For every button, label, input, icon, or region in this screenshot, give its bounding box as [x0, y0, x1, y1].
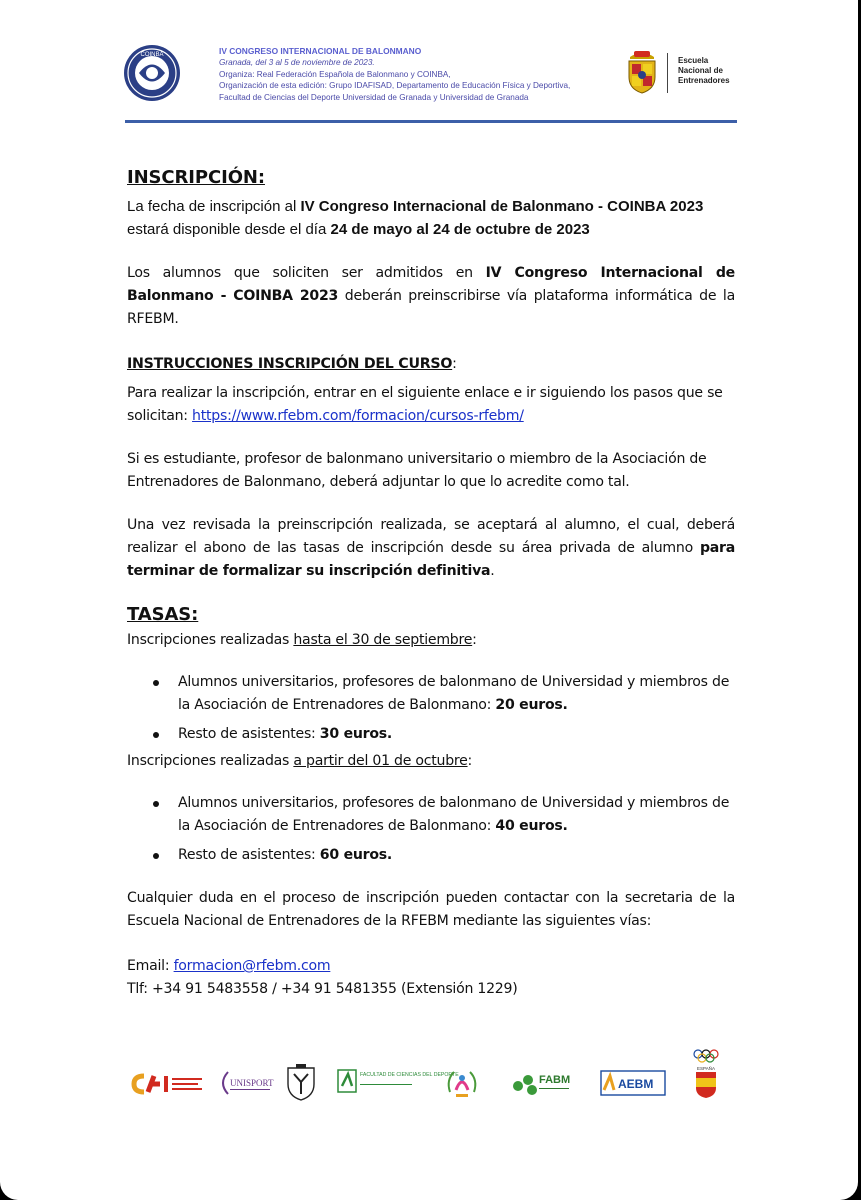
- andalucia-logo-icon: [442, 1066, 482, 1102]
- contacto-phone: Tlf: +34 91 5483558 / +34 91 5481355 (Extensión 1229): [127, 981, 518, 997]
- organization-line-2: Facultad de Ciencias del Deporte Universidad de Granada y Universidad de Granada: [219, 92, 529, 102]
- organization-line-1: Organización de esta edición: Grupo IDAFISAD, Departamento de Educación Física y Deportiva,: [219, 81, 571, 91]
- email-link[interactable]: formacion@rfebm.com: [173, 958, 331, 974]
- header-rule: [125, 120, 737, 123]
- list-item: Resto de asistentes: 60 euros.: [127, 844, 735, 867]
- tasas-period-2: Inscripciones realizadas a partir del 01 de octubre:: [127, 753, 473, 769]
- svg-text:AEBM: AEBM: [618, 1077, 654, 1091]
- logo-text: COINBA: [140, 52, 164, 58]
- svg-text:ESPAÑA: ESPAÑA: [697, 1066, 715, 1071]
- coe-logo-icon: [690, 1048, 722, 1100]
- rfebm-crest-icon: [624, 47, 660, 95]
- tasas-period-1: Inscripciones realizadas hasta el 30 de septiembre:: [127, 632, 477, 648]
- congress-title: IV CONGRESO INTERNACIONAL DE BALONMANO: [219, 46, 422, 56]
- list-item: Alumnos universitarios, profesores de balonmano de Universidad y miembros de la Asociación de Entrenadores de Balonmano: 40 euros.: [127, 792, 735, 838]
- bullet-icon: [153, 732, 159, 738]
- instrucciones-paragraph-1: Para realizar la inscripción, entrar en el siguiente enlace e ir siguiendo los pasos que se solicitan: https://www.rfebm.com/formacion/cursos-rfebm/: [127, 385, 723, 424]
- tasas-period-2-list: [127, 792, 735, 867]
- inscripcion-paragraph-1: La fecha de inscripción al IV Congreso Internacional de Balonmano - COINBA 2023 estará disponible desde el día 24 de mayo al 24 de octubre de 2023: [127, 198, 704, 238]
- document-body: [127, 166, 735, 1001]
- header-text: [219, 46, 629, 103]
- coinba-logo: [123, 42, 181, 104]
- aebm-logo-icon: [600, 1070, 666, 1096]
- svg-text:UNISPORT: UNISPORT: [230, 1078, 274, 1088]
- congress-dates: Granada, del 3 al 5 de noviembre de 2023.: [219, 58, 375, 68]
- svg-text:FACULTAD DE CIENCIAS DEL DEPOR: FACULTAD DE CIENCIAS DEL DEPORTE: [360, 1072, 459, 1078]
- contacto-email: Email: formacion@rfebm.com: [127, 958, 331, 974]
- bullet-icon: [153, 680, 159, 686]
- fabm-logo-icon: [508, 1066, 580, 1100]
- footer-logos: [128, 1046, 738, 1106]
- list-item: Alumnos universitarios, profesores de balonmano de Universidad y miembros de la Asociación de Entrenadores de Balonmano: 20 euros.: [127, 671, 735, 717]
- svg-text:FABM: FABM: [539, 1074, 571, 1086]
- csd-logo-icon: [130, 1070, 206, 1098]
- inscripcion-heading: INSCRIPCIÓN:: [127, 167, 265, 188]
- ugr-crest-icon: [284, 1062, 318, 1102]
- header-divider: [667, 53, 668, 93]
- unisport-logo-icon: [216, 1068, 278, 1098]
- cursos-link[interactable]: https://www.rfebm.com/formacion/cursos-rfebm/: [192, 408, 524, 424]
- school-name: Escuela Nacional de Entrenadores: [678, 56, 730, 85]
- contacto-paragraph: Cualquier duda en el proceso de inscripción pueden contactar con la secretaria de la Escuela Nacional de Entrenadores de la RFEBM mediante las siguientes vías:: [127, 890, 735, 929]
- bullet-icon: [153, 853, 159, 859]
- facultad-ciencias-deporte-logo-icon: [336, 1066, 459, 1098]
- bullet-icon: [153, 801, 159, 807]
- tasas-period-1-list: [127, 671, 735, 746]
- organizer-line: Organiza: Real Federación Española de Balonmano y COINBA,: [219, 69, 451, 79]
- instrucciones-paragraph-3: Una vez revisada la preinscripción realizada, se aceptará al alumno, el cual, deberá realizar el abono de las tasas de inscripción desde su área privada de alumno para terminar de formalizar su inscripción definitiva.: [127, 517, 735, 579]
- instrucciones-paragraph-2: Si es estudiante, profesor de balonmano universitario o miembro de la Asociación de Entrenadores de Balonmano, deberá adjuntar lo que lo acredite como tal.: [127, 451, 707, 490]
- inscripcion-paragraph-2: Los alumnos que soliciten ser admitidos en IV Congreso Internacional de Balonmano - COINBA 2023 deberán preinscribirse vía plataforma informática de la RFEBM.: [127, 265, 735, 327]
- instrucciones-heading: INSTRUCCIONES INSCRIPCIÓN DEL CURSO:: [127, 356, 457, 372]
- list-item: Resto de asistentes: 30 euros.: [127, 723, 735, 746]
- tasas-heading: TASAS:: [127, 604, 199, 625]
